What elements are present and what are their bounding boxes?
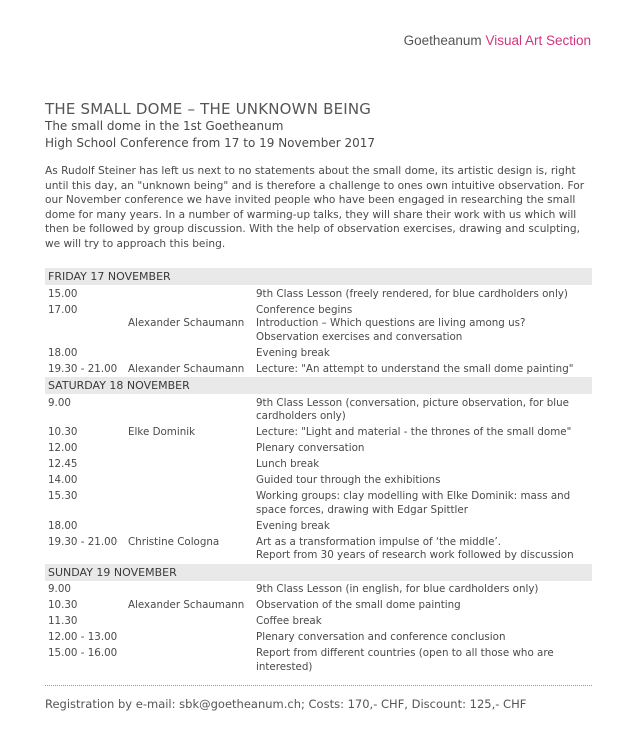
schedule-row [45, 317, 592, 331]
schedule-row [45, 549, 592, 563]
schedule-row [45, 583, 592, 597]
subtitle-conference: High School Conference from 17 to 19 November 2017 [45, 136, 375, 150]
registration-footer: Registration by e-mail: sbk@goetheanum.ch; Costs: 170,- CHF, Discount: 125,- CHF [45, 697, 527, 711]
time-cell: 19.30 - 21.00 [48, 535, 118, 548]
document-title: THE SMALL DOME – THE UNKNOWN BEING [45, 100, 372, 118]
description-cell: Art as a transformation impulse of ‘the middle’. [256, 535, 502, 548]
time-cell: 10.30 [48, 426, 78, 438]
description-cell: Working groups: clay modelling with Elke Dominik: mass and space forces, drawing with Edgar Spittler [256, 490, 571, 516]
time-cell: 15.30 [48, 490, 78, 502]
description-cell: Plenary conversation and conference conclusion [256, 631, 506, 643]
time-cell: 18.00 [48, 346, 78, 359]
schedule-row [45, 442, 592, 456]
time-cell: 9.00 [48, 396, 71, 409]
description-cell: Evening break [256, 519, 330, 532]
schedule-row [45, 599, 592, 613]
schedule-row [45, 304, 592, 318]
schedule-row [45, 288, 592, 302]
schedule-row [45, 426, 592, 440]
description-cell: Report from 30 years of research work followed by discussion [256, 549, 574, 561]
time-cell: 12.00 - 13.00 [48, 631, 118, 643]
time-cell: 18.00 [48, 519, 78, 532]
subtitle-dome: The small dome in the 1st Goetheanum [45, 119, 284, 133]
person-cell: Christine Cologna [128, 535, 220, 548]
dotted-divider [45, 685, 592, 686]
intro-paragraph: As Rudolf Steiner has left us next to no statements about the small dome, its artistic design is, right until this day, an "unknown being" and is therefore a challenge to ones own intuitive observation. For our November conference we have invited people who have been engaged in researching the small dome for many years. In a number of warming-up talks, they will share their work with us which will then be followed by group discussion. With the help of observation exercises, drawing and sculpting, we will try to approach this being. [45, 165, 585, 250]
description-cell: Conference begins [256, 303, 353, 316]
description-cell: Report from different countries (open to all those who are interested) [256, 647, 554, 673]
person-cell: Alexander Schaumann [128, 599, 245, 611]
brand-section: Visual Art Section [485, 33, 591, 48]
description-cell: Guided tour through the exhibitions [256, 474, 441, 486]
description-cell: 9th Class Lesson (conversation, picture observation, for blue cardholders only) [256, 396, 569, 422]
time-cell: 15.00 [48, 287, 78, 300]
day-heading: SUNDAY 19 NOVEMBER [45, 564, 592, 581]
person-cell: Alexander Schaumann [128, 362, 245, 375]
description-cell: Evening break [256, 346, 330, 359]
description-cell: Observation of the small dome painting [256, 599, 461, 611]
schedule-row [45, 647, 592, 674]
day-heading: FRIDAY 17 NOVEMBER [45, 268, 592, 285]
schedule-row [45, 458, 592, 472]
time-cell: 19.30 - 21.00 [48, 362, 118, 375]
schedule-row [45, 520, 592, 534]
description-cell: Plenary conversation [256, 442, 365, 454]
description-cell: 9th Class Lesson (in english, for blue cardholders only) [256, 583, 539, 595]
time-cell: 15.00 - 16.00 [48, 647, 118, 659]
description-cell: Introduction – Which questions are living among us? [256, 317, 526, 329]
time-cell: 12.00 [48, 442, 78, 454]
schedule-row [45, 331, 592, 345]
schedule [45, 267, 592, 674]
schedule-row [45, 363, 592, 377]
schedule-row [45, 474, 592, 488]
description-cell: Lecture: "Light and material - the thrones of the small dome" [256, 426, 572, 438]
schedule-row [45, 347, 592, 361]
time-cell: 12.45 [48, 458, 78, 470]
time-cell: 17.00 [48, 303, 78, 316]
schedule-row [45, 490, 592, 517]
time-cell: 9.00 [48, 583, 71, 595]
schedule-row [45, 615, 592, 629]
description-cell: Coffee break [256, 615, 322, 627]
brand-name: Goetheanum [403, 33, 482, 48]
description-cell: 9th Class Lesson (freely rendered, for blue cardholders only) [256, 287, 568, 300]
description-cell: Observation exercises and conversation [256, 330, 463, 343]
schedule-row [45, 536, 592, 550]
schedule-row [45, 631, 592, 645]
description-cell: Lunch break [256, 458, 320, 470]
description-cell: Lecture: "An attempt to understand the small dome painting" [256, 362, 574, 375]
person-cell: Elke Dominik [128, 426, 196, 438]
time-cell: 14.00 [48, 474, 78, 486]
person-cell: Alexander Schaumann [128, 317, 245, 329]
brand-header [404, 33, 591, 48]
schedule-row [45, 397, 592, 424]
day-heading: SATURDAY 18 NOVEMBER [45, 377, 592, 394]
time-cell: 11.30 [48, 615, 78, 627]
time-cell: 10.30 [48, 599, 78, 611]
